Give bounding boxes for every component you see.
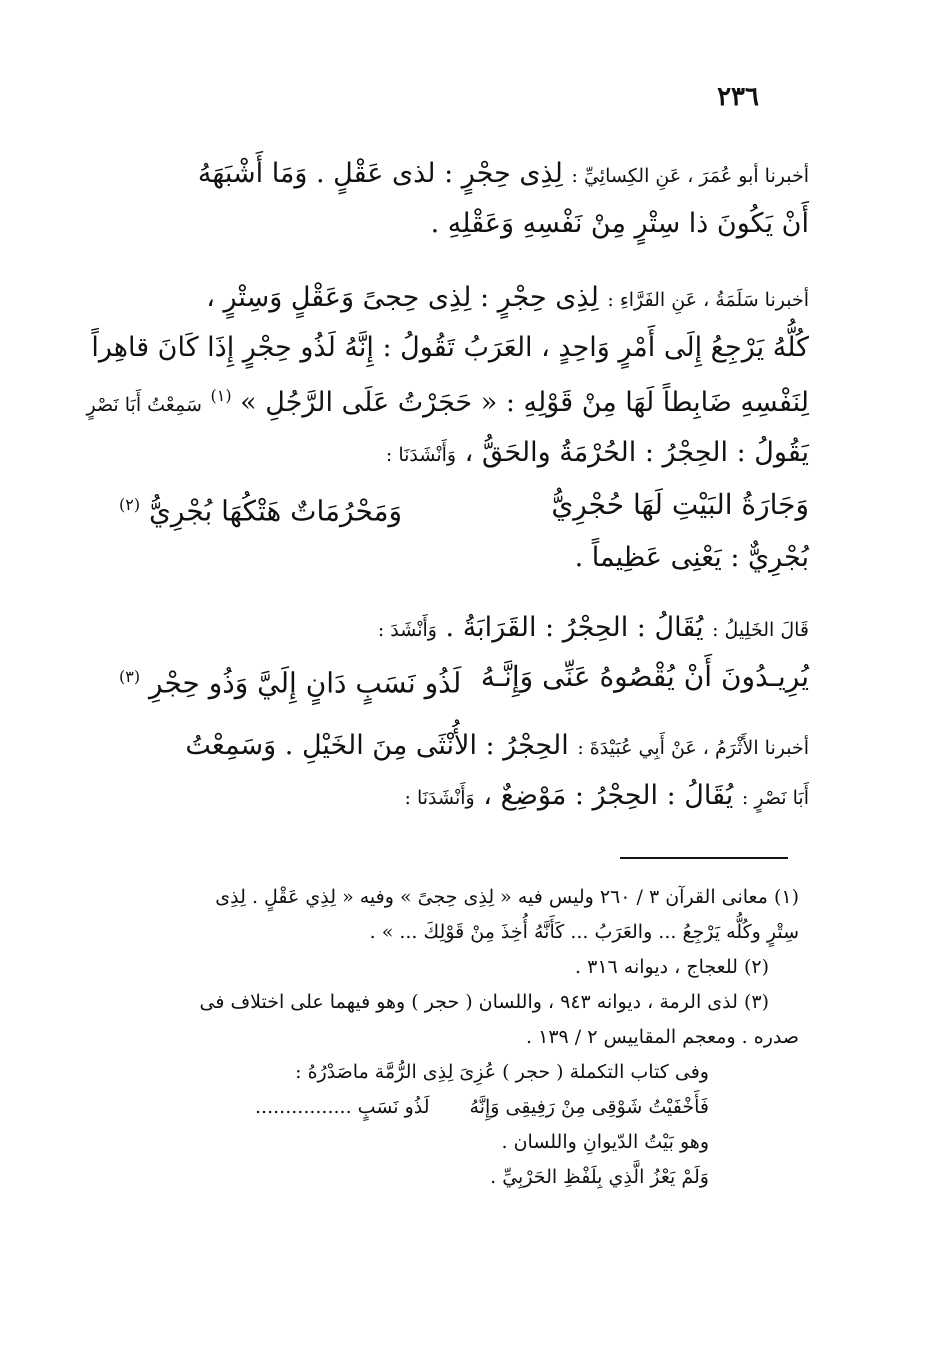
entry-athram-lead-2: أَبَا نَصْرٍ : — [741, 787, 809, 809]
footnote-3-line-2: صدره . ومعجم المقاييس ٢ / ١٣٩ . — [526, 1026, 799, 1048]
footnote-3-verse-hemistich-1: فَأَخْفَيْتُ شَوْقِى مِنْ رَفِيقِى وَإِنَّهُ — [469, 1096, 709, 1118]
footnote-3-line-4: وهو بَيْتُ الدّيوانِ واللسان . — [501, 1131, 709, 1153]
footnote-marker-3: (٣) — [119, 667, 141, 686]
entry-kisai — [129, 150, 809, 248]
footnote-separator — [620, 857, 788, 859]
entry-athram-lead: أخبرنا الأَثْرَمُ ، عَنْ أَبِي عُبَيْدَةَ : — [577, 737, 809, 759]
entry-kisai-lead: أخبرنا أبو عُمَرَ ، عَنِ الكِسائِيِّ : — [571, 165, 809, 187]
entry-khalil-line — [129, 604, 809, 654]
footnote-3-line-3: وفى كتاب التكملة ( حجر ) عُزِىَ لِذِى الرُّمَّة ماصَدْرُهُ : — [295, 1061, 709, 1083]
entry-kisai-text-1: لِذِى حِجْرٍ : لذى عَقْلٍ . وَمَا أَشْبَهَهُ — [197, 158, 563, 189]
entry-farra-line-1 — [129, 274, 809, 324]
entry-farra-tail-4: وَأَنْشَدَنَا : — [385, 444, 457, 466]
footnote-3-verse-hemistich-2: لَذُو نَسَبٍ ................ — [255, 1096, 430, 1118]
footnote-marker-1: (١) — [210, 386, 232, 405]
footnote-3-line-5: وَلَمْ يَعْزُ الَّذِي بِلَفْظِ الحَرْبِيِّ . — [490, 1166, 709, 1188]
entry-athram-line-1 — [129, 722, 809, 772]
entry-kisai-line-2: أَنْ يَكُونَ ذا سِتْرٍ مِنْ نَفْسِهِ وَعَقْلِهِ . — [430, 208, 809, 239]
entry-farra-text-4: يَقُولُ : الحِجْرُ : الحُرْمَةُ والحَقُّ ، — [464, 437, 809, 468]
footnote-3-verse — [119, 1090, 799, 1125]
entry-khalil — [129, 604, 809, 654]
verse-1 — [119, 480, 809, 536]
entry-farra-line-3 — [86, 372, 809, 429]
footnotes — [119, 880, 799, 1195]
entry-farra-text-3: لِنَفْسِهِ ضَابِطاً لَهَا مِنْ قَوْلِهِ : « حَجَرْتُ عَلَى الرَّجُلِ » — [240, 387, 809, 418]
verse-1-gloss-text: بُجْرِيٌّ : يَعْنِى عَظِيماً . — [574, 542, 809, 573]
entry-athram-tail-2: وَأَنْشَدَنَا : — [404, 787, 475, 809]
entry-farra-line-2: كُلُّهُ يَرْجِعُ إِلَى أَمْرٍ وَاحِدٍ ، العَرَبُ تَقُولُ : إِنَّهُ لَذُو حِجْرٍ إِذَا كَانَ قاهِراً — [91, 332, 809, 363]
footnote-3-line-1: (٣) لذى الرمة ، ديوانه ٩٤٣ ، واللسان ( حجر ) وهو فيهما على اختلاف فى — [199, 991, 769, 1013]
footnote-marker-2: (٢) — [119, 495, 141, 514]
verse-2-hemistich-2 — [119, 652, 461, 708]
verse-1-gloss — [129, 534, 809, 582]
verse-1-row — [119, 480, 809, 536]
page-number: ٢٣٦ — [717, 82, 759, 112]
footnote-1-line-1: (١) معانى القرآن ٣ / ٢٦٠ وليس فيه « لِذِى حِجىً » وفيه « لِذِي عَقْلٍ . لِذِى — [215, 886, 799, 908]
footnote-2: (٢) للعجاج ، ديوانه ٣١٦ . — [575, 956, 769, 978]
entry-farra-line-4 — [129, 429, 809, 479]
verse-1-hemistich-2 — [119, 480, 402, 536]
entry-athram-text-1: الحِجْرُ : الأُنْثَى مِنَ الخَيْلِ . وَسَمِعْتُ — [185, 730, 569, 761]
entry-khalil-lead: قَالَ الخَلِيلُ : — [712, 619, 809, 641]
verse-1-hemistich-1: وَجَارَةُ البَيْتِ لَهَا حُجْرِيُّ — [551, 488, 809, 521]
verse-2-hemistich-1: يُرِيـدُونَ أَنْ يُقْصُوهُ عَنِّى وَإِنَّـهُ — [480, 660, 809, 693]
entry-khalil-text: يُقَالُ : الحِجْرُ : القَرَابَةُ . — [445, 612, 704, 643]
entry-farra — [86, 274, 809, 479]
verse-2-hemistich-2-text: لَذُو نَسَبٍ دَانٍ إِلَيَّ وَذُو حِجْرِ — [149, 666, 462, 700]
entry-farra-text-1: لِذِى حِجْرٍ : لِذِى حِجىً وَعَقْلٍ وَسِتْرٍ ، — [206, 282, 599, 313]
entry-khalil-tail: وَأَنْشَدَ : — [377, 619, 437, 641]
verse-1-hemistich-2-text: وَمَحْرُمَاتٌ هَتْكُهَا بُجْرِيُّ — [149, 494, 403, 528]
entry-farra-tail-3: سَمِعْتُ أَبَا نَصْرٍ — [86, 394, 202, 416]
verse-2-row — [119, 652, 809, 708]
verse-2 — [119, 652, 809, 708]
entry-athram-line-2 — [129, 772, 809, 822]
footnote-1-line-2: سِتْرٍ وكُلُّه يَرْجِعُ ... والعَرَبُ ... كَأَنَّهُ أُخِذَ مِنْ قَوْلِكَ ... » . — [369, 921, 799, 943]
entry-athram — [129, 722, 809, 822]
entry-farra-lead: أخبرنا سَلَمَةُ ، عَنِ الفَرَّاءِ : — [607, 289, 809, 311]
entry-kisai-line-1 — [129, 150, 809, 200]
entry-athram-text-2: يُقَالُ : الحِجْرُ : مَوْضِعٌ ، — [483, 780, 734, 811]
